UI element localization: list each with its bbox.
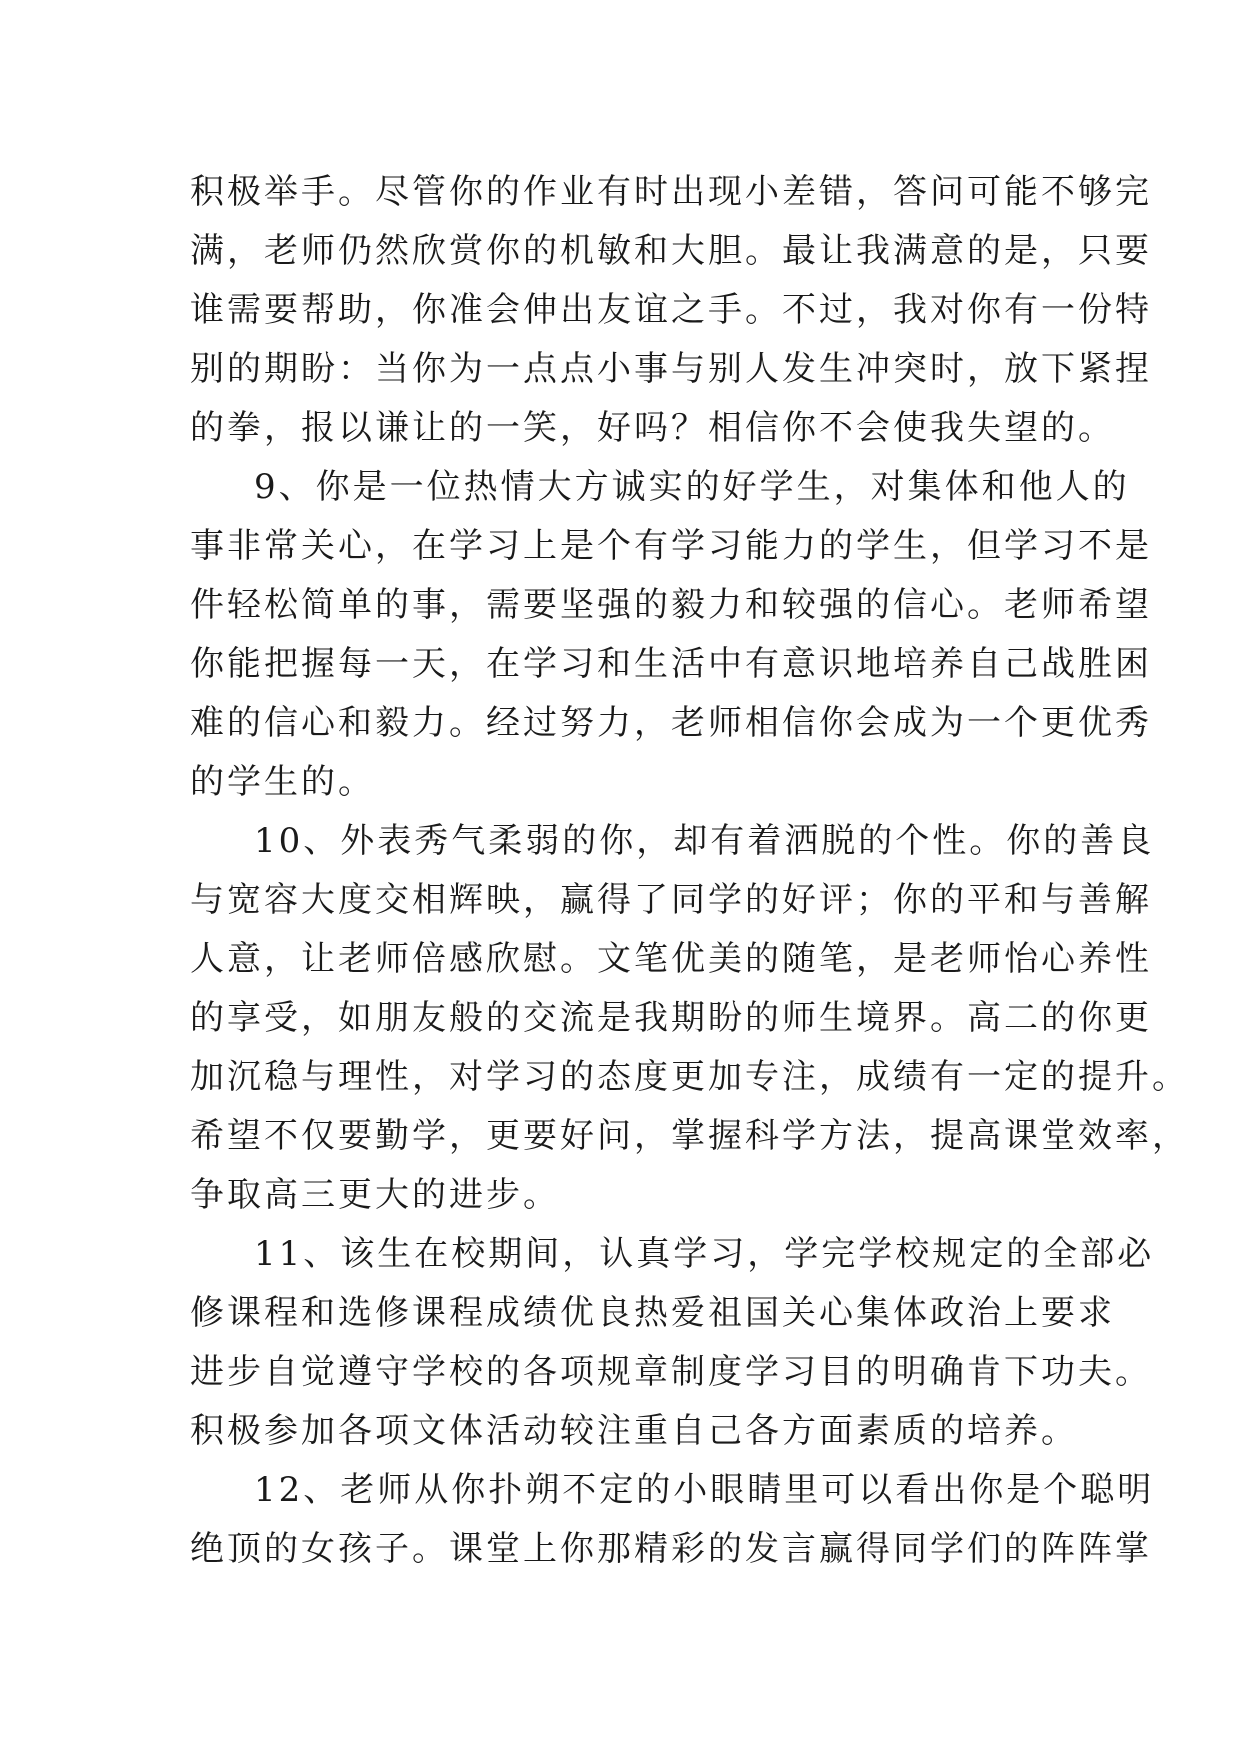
text-line: 的拳，报以谦让的一笑，好吗？相信你不会使我失望的。: [190, 408, 1115, 448]
text-line: 争取高三更大的进步。: [190, 1175, 560, 1215]
text-line: 人意，让老师倍感欣慰。文笔优美的随笔，是老师怡心养性: [190, 939, 1152, 979]
text-line: 满，老师仍然欣赏你的机敏和大胆。最让我满意的是，只要: [190, 231, 1152, 271]
text-line: 希望不仅要勤学，更要好问，掌握科学方法，提高课堂效率，: [190, 1116, 1189, 1156]
text-line: 积极举手。尽管你的作业有时出现小差错，答问可能不够完: [190, 172, 1152, 212]
paragraph-start-line: 10、外表秀气柔弱的你，却有着洒脱的个性。你的善良: [254, 821, 1155, 861]
text-line: 你能把握每一天，在学习和生活中有意识地培养自己战胜困: [190, 644, 1152, 684]
text-line: 的学生的。: [190, 762, 375, 802]
paragraph-start-line: 11、该生在校期间，认真学习，学完学校规定的全部必: [254, 1234, 1155, 1274]
text-line: 别的期盼：当你为一点点小事与别人发生冲突时，放下紧捏: [190, 349, 1152, 389]
text-line: 加沉稳与理性，对学习的态度更加专注，成绩有一定的提升。: [190, 1057, 1189, 1097]
body-text: [190, 163, 1189, 1579]
paragraph-start-line: 9、你是一位热情大方诚实的好学生，对集体和他人的: [254, 467, 1130, 507]
text-line: 绝顶的女孩子。课堂上你那精彩的发言赢得同学们的阵阵掌: [190, 1529, 1152, 1569]
text-line: 进步自觉遵守学校的各项规章制度学习目的明确肯下功夫。: [190, 1352, 1152, 1392]
text-line: 难的信心和毅力。经过努力，老师相信你会成为一个更优秀: [190, 703, 1152, 743]
text-line: 件轻松简单的事，需要坚强的毅力和较强的信心。老师希望: [190, 585, 1152, 625]
paragraph-start-line: 12、老师从你扑朔不定的小眼睛里可以看出你是个聪明: [254, 1470, 1155, 1510]
text-line: 与宽容大度交相辉映，赢得了同学的好评；你的平和与善解: [190, 880, 1152, 920]
text-line: 积极参加各项文体活动较注重自己各方面素质的培养。: [190, 1411, 1078, 1451]
text-line: 事非常关心，在学习上是个有学习能力的学生，但学习不是: [190, 526, 1152, 566]
text-line: 谁需要帮助，你准会伸出友谊之手。不过，我对你有一份特: [190, 290, 1152, 330]
text-line: 的享受，如朋友般的交流是我期盼的师生境界。高二的你更: [190, 998, 1152, 1038]
text-line: 修课程和选修课程成绩优良热爱祖国关心集体政治上要求: [190, 1293, 1115, 1333]
